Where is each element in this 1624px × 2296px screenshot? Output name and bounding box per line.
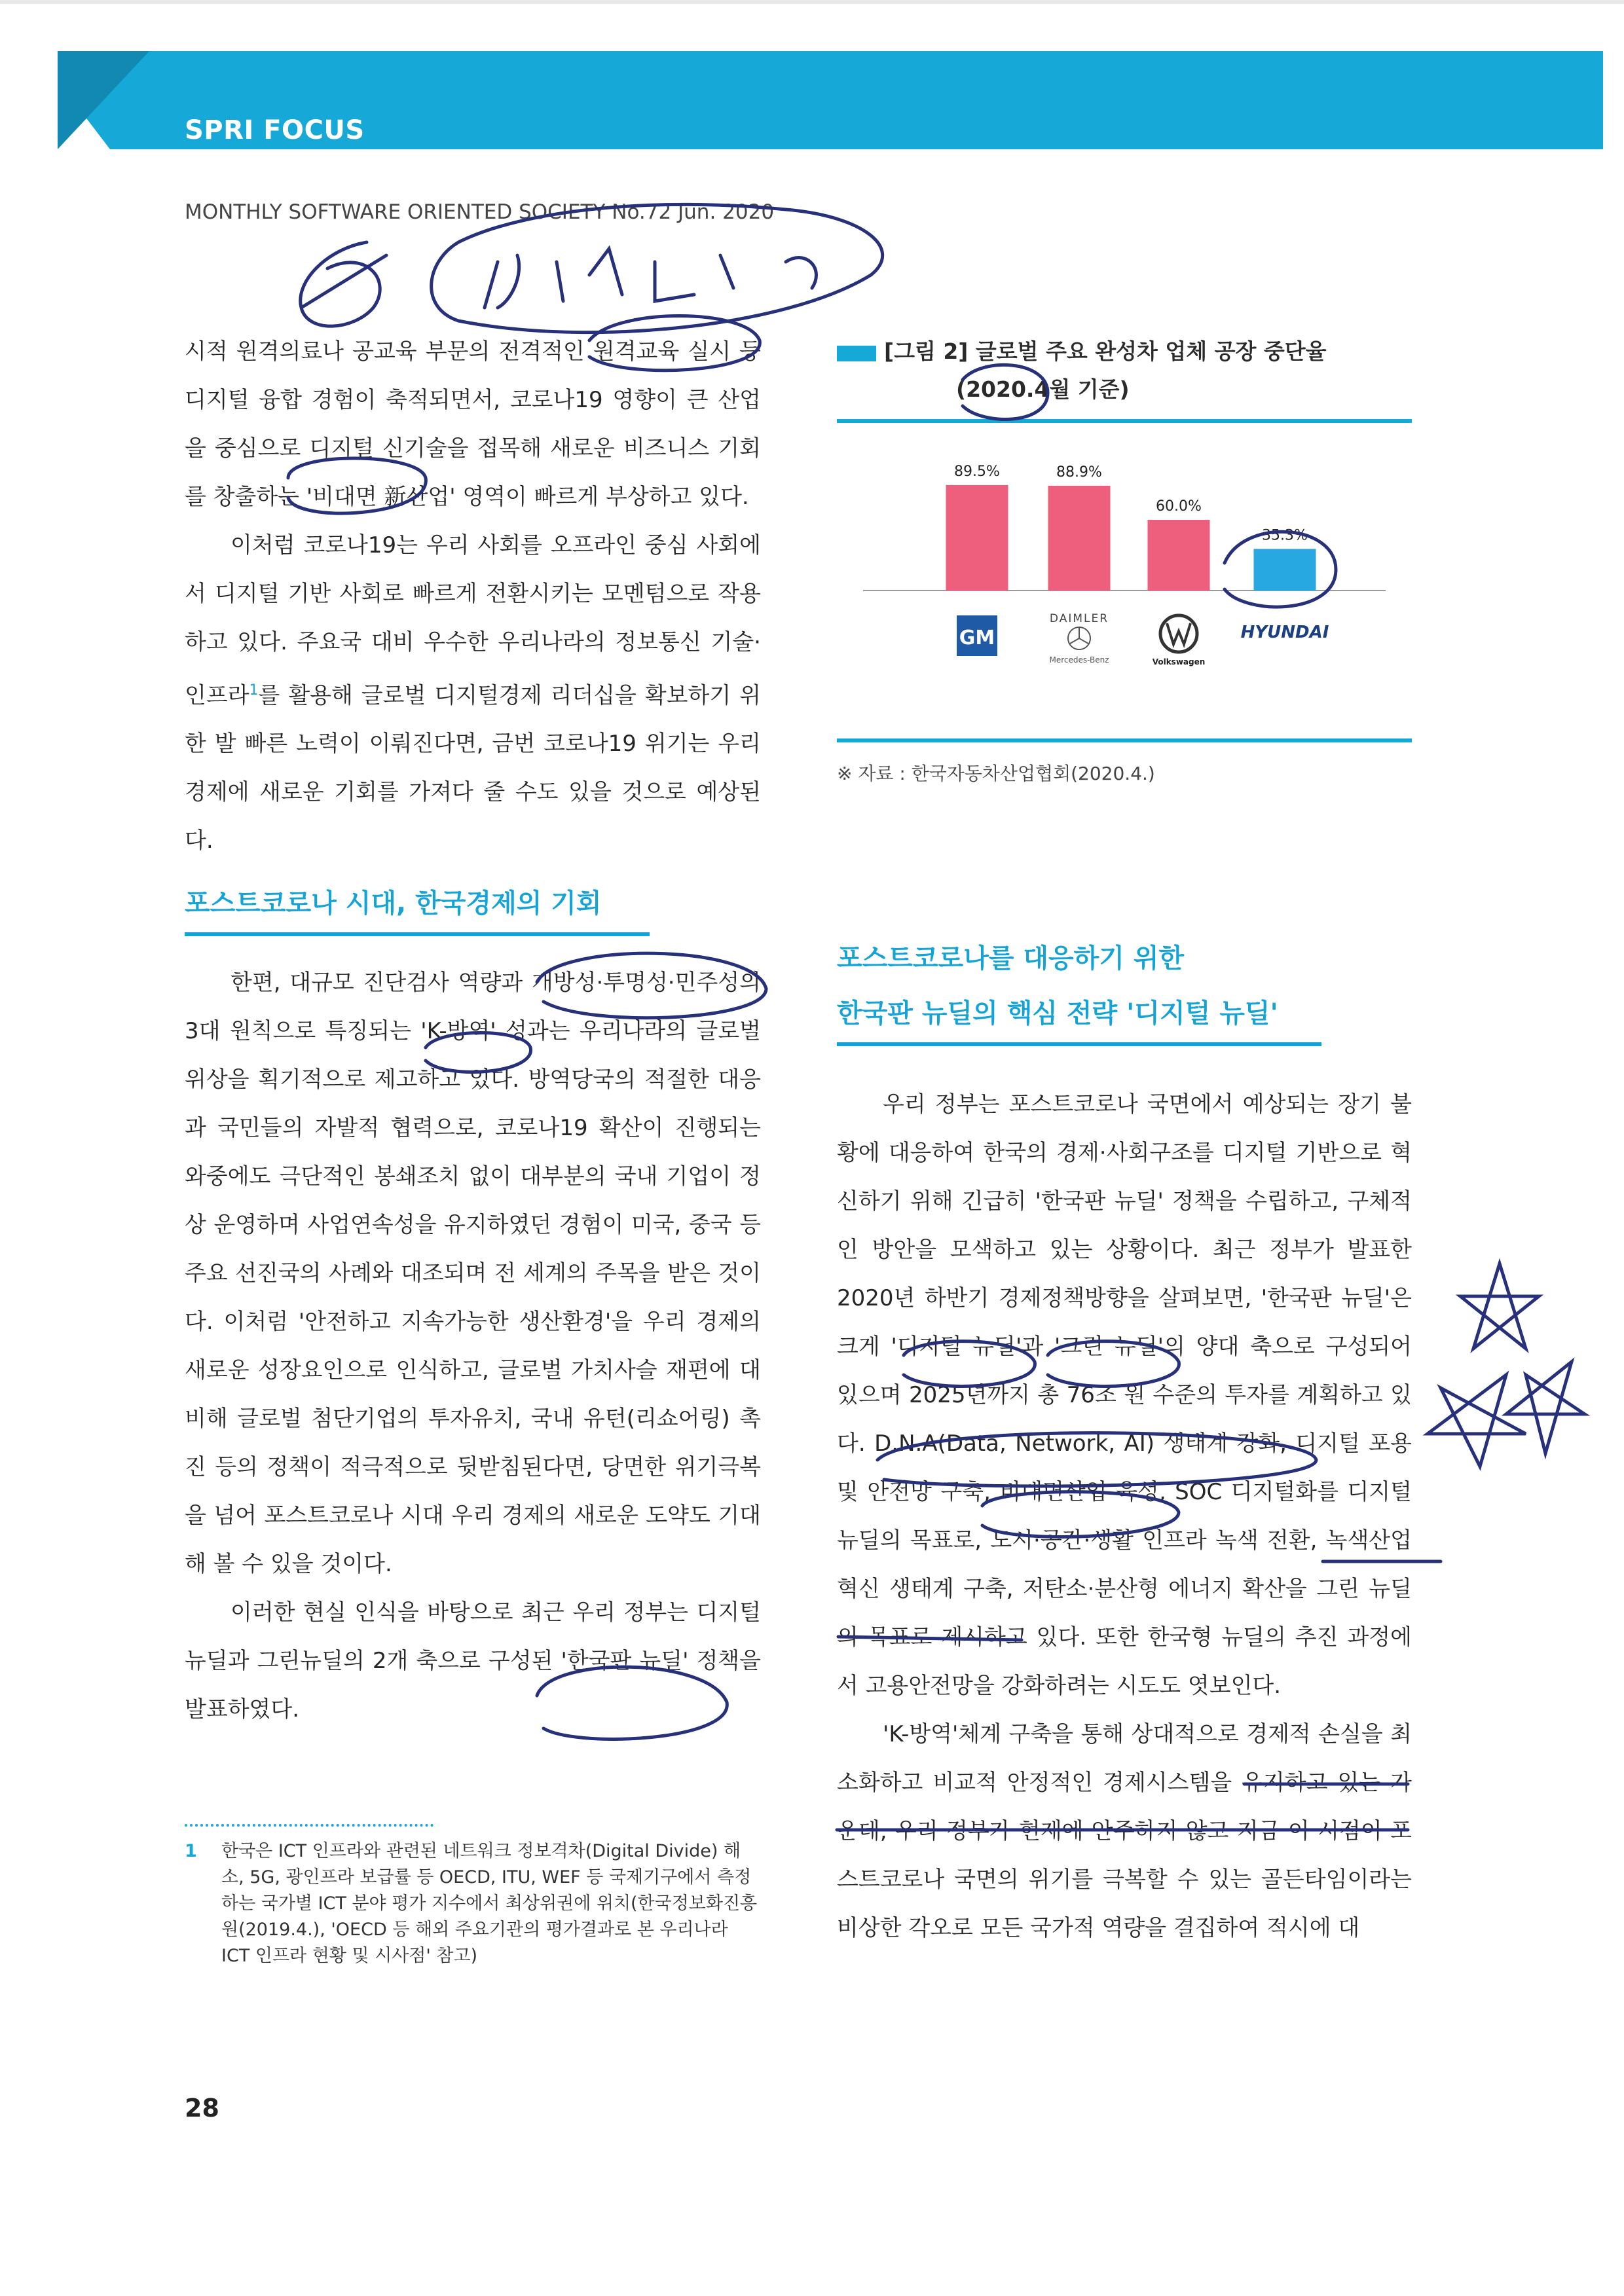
- signature-stroke: [485, 249, 816, 308]
- figure-source: ※ 자료 : 한국자동차산업협회(2020.4.): [837, 763, 1155, 784]
- hyundai-logo-text: HYUNDAI: [1240, 623, 1329, 642]
- gm-logo-text: GM: [959, 627, 995, 649]
- star-mark: [1506, 1362, 1585, 1453]
- annotation-circle: [537, 1667, 727, 1739]
- section-title: 포스트코로나 시대, 한국경제의 기회: [185, 888, 602, 919]
- annotation-circle: [1048, 1341, 1179, 1387]
- figure-title-line: [그림 2] 글로벌 주요 완성차 업체 공장 중단율: [884, 338, 1327, 364]
- mercedes-logo-text: Mercedes-Benz: [1049, 655, 1109, 665]
- volkswagen-logo-text: Volkswagen: [1152, 657, 1206, 666]
- masthead: MONTHLY SOFTWARE ORIENTED SOCIETY No.72 Jun. 2020: [185, 200, 775, 224]
- section-title-line: 포스트코로나를 대응하기 위한: [837, 943, 1185, 974]
- signature-stroke: [301, 242, 386, 326]
- annotation-circle: [1225, 532, 1336, 607]
- bar-value-label: 60.0%: [1156, 498, 1202, 515]
- bar-value-label: 89.5%: [954, 463, 1000, 480]
- paragraph-text: 를 활용해 글로벌 디지털경제 리더십을 확보하기 위한 발 빠른 노력이 이뤄진다면, 금번 코로나19 위기는 우리 경제에 새로운 기회를 가져다 줄 수도 있을 것으로 예상된다.: [185, 682, 761, 854]
- star-mark: [1428, 1375, 1526, 1467]
- page-number: 28: [185, 2094, 219, 2123]
- annotation-circle: [589, 316, 760, 371]
- paragraph: 이러한 현실 인식을 바탕으로 최근 우리 정부는 디지털 뉴딜과 그린뉴딜의 2개 축으로 구성된 '한국판 뉴딜' 정책을 발표하였다.: [185, 1599, 761, 1722]
- bar-value-label: 35.3%: [1262, 527, 1308, 544]
- paragraph: 'K-방역'체계 구축을 통해 상대적으로 경제적 손실을 최소화하고 비교적 안정적인 경제시스템을 유지하고 있는 가운데, 우리 정부가 현재에 안주하지 않고 지금 이 시점이 포스트코로나 국면의 위기를 극복할 수 있는 골든타임이라는 비상한 각오로 모든 국가적 역량을 결집하여 적시에 대: [837, 1721, 1412, 1941]
- annotation-underline: [838, 1637, 1022, 1640]
- annotation-circle: [963, 365, 1048, 419]
- paragraph: 우리 정부는 포스트코로나 국면에서 예상되는 장기 불황에 대응하여 한국의 경제·사회구조를 디지털 기반으로 혁신하기 위해 긴급히 '한국판 뉴딜' 정책을 수립하고, 구체적인 방안을 모색하고 있는 상황이다. 최근 정부가 발표한 2020년 하반기 경제정책방향을 살펴보면, '한국판 뉴딜'은 크게 '디지털 뉴딜'과 '그린 뉴딜'의 양대 축으로 구성되어 있으며 2025년까지 총 76조 원 수준의 투자를 계획하고 있다. D.N.A(Data, Network, AI) 생태계 강화, 디지털 포용 및 안전망 구축, 비대면산업 육성, SOC 디지털화를 디지털 뉴딜의 목표로, 도시·공간·생활 인프라 녹색 전환, 녹색산업 혁신 생태계 구축, 저탄소·분산형 에너지 확산을 그린 뉴딜의 목표로 제시하고 있다. 또한 한국형 뉴딜의 추진 과정에서 고용안전망을 강화하려는 시도도 엿보인다.: [837, 1091, 1412, 1699]
- paragraph: 시적 원격의료나 공교육 부문의 전격적인 원격교육 실시 등 디지털 융합 경험이 축적되면서, 코로나19 영향이 큰 산업을 중심으로 디지털 신기술을 접목해 새로운 비즈니스 기회를 창출하는 '비대면 新산업' 영역이 빠르게 부상하고 있다.: [185, 338, 761, 510]
- paragraph: 한편, 대규모 진단검사 역량과 개방성·투명성·민주성의 3대 원칙으로 특징되는 'K-방역' 성과는 우리나라의 글로벌 위상을 획기적으로 제고하고 있다. 방역당국의 적절한 대응과 국민들의 자발적 협력으로, 코로나19 확산이 진행되는 와중에도 극단적인 봉쇄조치 없이 대부분의 국내 기업이 정상 운영하며 사업연속성을 유지하였던 경험이 미국, 중국 등 주요 선진국의 사례와 대조되며 전 세계의 주목을 받은 것이다. 이처럼 '안전하고 지속가능한 생산환경'을 우리 경제의 새로운 성장요인으로 인식하고, 글로벌 가치사슬 재편에 대비해 글로벌 첨단기업의 투자유치, 국내 유턴(리쇼어링) 촉진 등의 정책이 적극적으로 뒷받침된다면, 당면한 위기극복을 넘어 포스트코로나 시대 우리 경제의 새로운 도약도 기대해 볼 수 있을 것이다.: [185, 970, 761, 1577]
- daimler-logo-text: DAIMLER: [1049, 612, 1109, 625]
- annotation-circle: [426, 1033, 531, 1072]
- figure-subtitle: (2020.4월 기준): [956, 376, 1130, 402]
- section-title-line: 한국판 뉴딜의 핵심 전략 '디지털 뉴딜': [837, 998, 1278, 1029]
- star-mark: [1460, 1264, 1539, 1349]
- annotation-circle: [904, 1341, 1035, 1387]
- footnote-text: 한국은 ICT 인프라와 관련된 네트워크 정보격차(Digital Divide) 해소, 5G, 광인프라 보급률 등 OECD, ITU, WEF 등 국제기구에서 측정하는 국가별 ICT 분야 평가 지수에서 최상위권에 위치(한국정보화진흥원(2019.4.), 'OECD 등 해외 주요기관의 평가결과로 본 우리나라 ICT 인프라 현황 및 시사점' 참고): [221, 1841, 758, 1966]
- section-label: SPRI FOCUS: [185, 115, 365, 145]
- annotation-circle: [982, 1492, 1179, 1537]
- footnote-ref: 1: [249, 682, 259, 699]
- paragraph-text: 이처럼 코로나19는 우리 사회를 오프라인 중심 사회에서 디지털 기반 사회로 빠르게 전환시키는 모멘텀으로 작용하고 있다. 주요국 대비 우수한 우리나라의 정보통신 기술·인프라: [185, 532, 761, 709]
- bar-value-label: 88.9%: [1056, 464, 1102, 481]
- footnote-number: 1: [185, 1841, 197, 1861]
- annotation-circle: [877, 1433, 1316, 1486]
- annotation-circle: [537, 953, 766, 1018]
- annotation-circle: [288, 458, 426, 513]
